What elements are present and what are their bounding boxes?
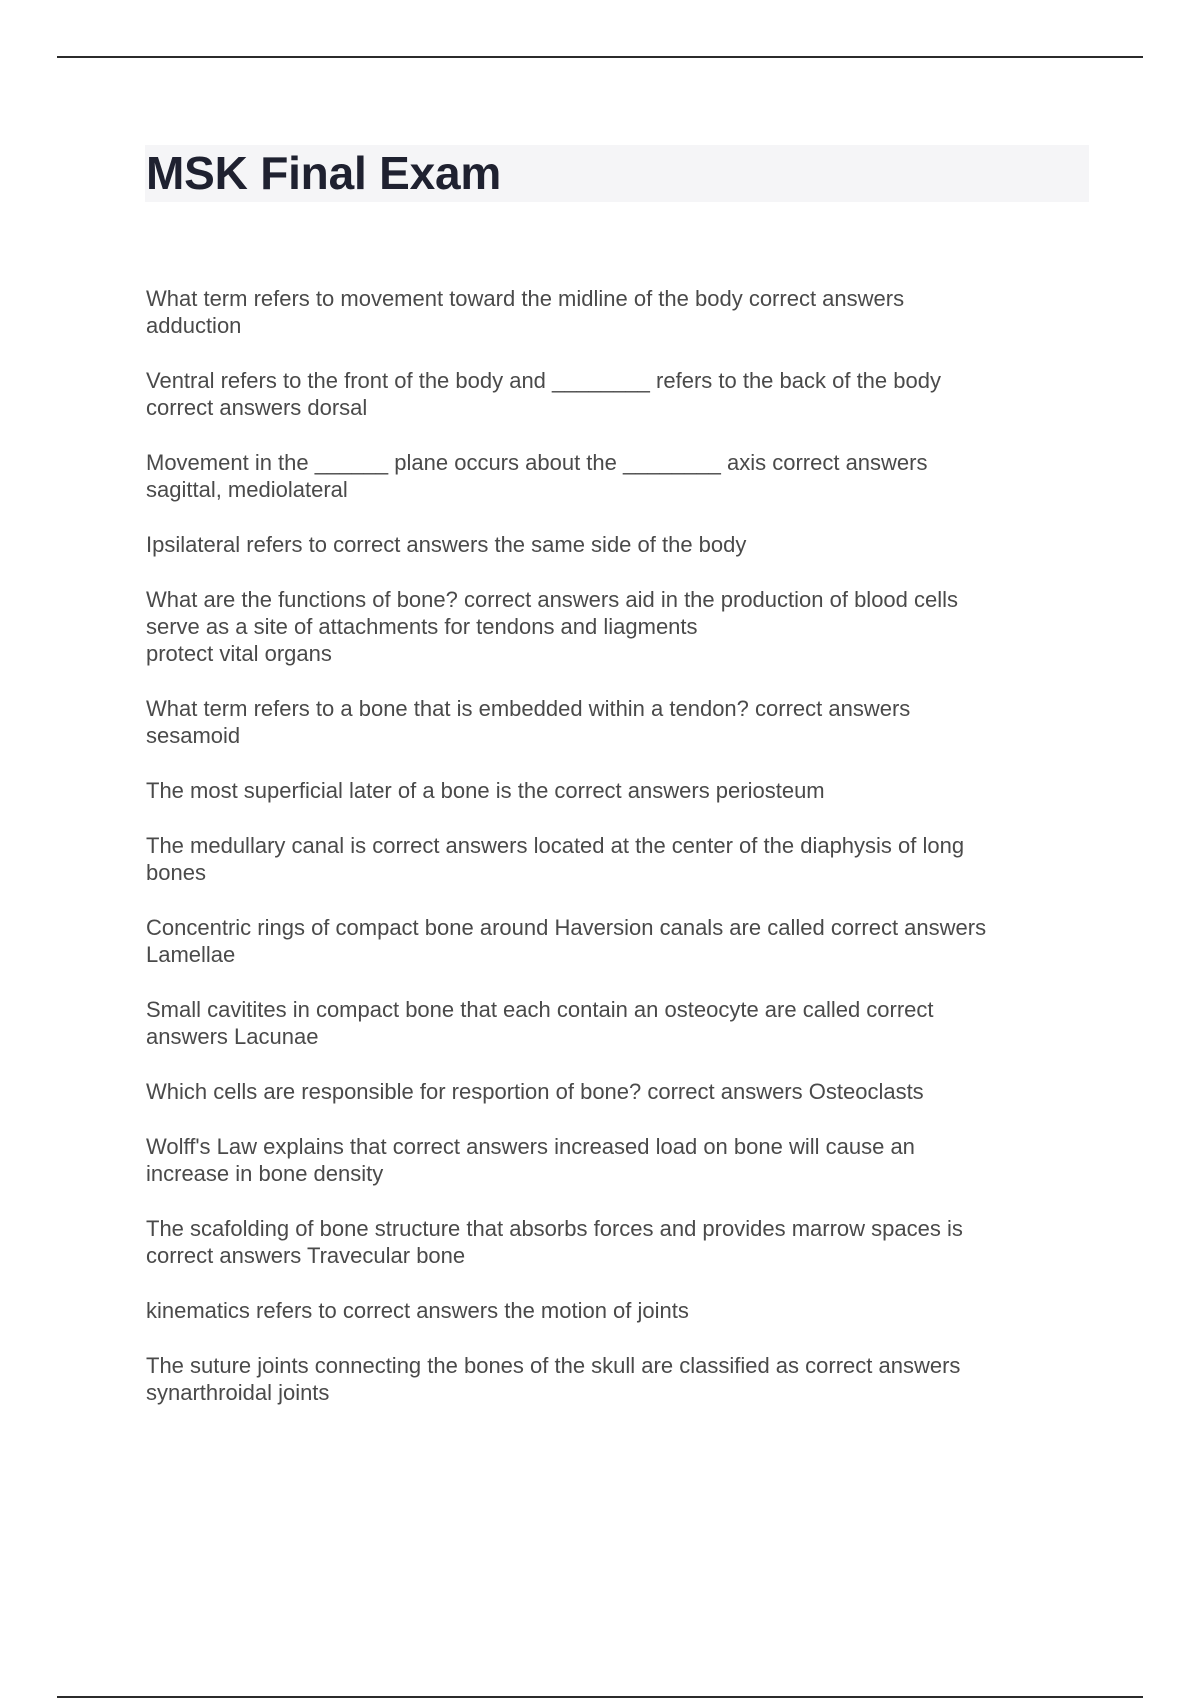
- qa-item-7: The most superficial later of a bone is the correct answers periosteum: [146, 778, 825, 803]
- qa-item-1: What term refers to movement toward the midline of the body correct answers adduction: [146, 286, 905, 338]
- qa-item-6: What term refers to a bone that is embedded within a tendon? correct answers sesamoid: [146, 696, 911, 748]
- qa-item-9: Concentric rings of compact bone around Haversion canals are called correct answers Lamellae: [146, 915, 987, 967]
- qa-item-11: Which cells are responsible for resportion of bone? correct answers Osteoclasts: [146, 1079, 924, 1104]
- qa-item-4: Ipsilateral refers to correct answers the same side of the body: [146, 532, 747, 557]
- document-title: MSK Final Exam: [146, 147, 502, 199]
- qa-item-10: Small cavitites in compact bone that each contain an osteocyte are called correct answers Lacunae: [146, 997, 934, 1049]
- qa-item-13: The scafolding of bone structure that absorbs forces and provides marrow spaces is correct answers Travecular bone: [146, 1216, 963, 1268]
- top-divider: [57, 56, 1143, 58]
- qa-item-14: kinematics refers to correct answers the motion of joints: [146, 1298, 689, 1323]
- qa-item-3: Movement in the ______ plane occurs about the ________ axis correct answers sagittal, mediolateral: [146, 450, 928, 502]
- qa-item-15: The suture joints connecting the bones of the skull are classified as correct answers synarthroidal joints: [146, 1353, 961, 1405]
- bottom-divider: [57, 1696, 1143, 1698]
- qa-item-8: The medullary canal is correct answers located at the center of the diaphysis of long bones: [146, 833, 965, 885]
- qa-item-2: Ventral refers to the front of the body and ________ refers to the back of the body correct answers dorsal: [146, 368, 941, 420]
- qa-item-5: What are the functions of bone? correct answers aid in the production of blood cells serve as a site of attachments for tendons and liagments protect vital organs: [146, 587, 959, 666]
- qa-list: [146, 285, 1086, 1434]
- qa-item-12: Wolff's Law explains that correct answers increased load on bone will cause an increase in bone density: [146, 1134, 915, 1186]
